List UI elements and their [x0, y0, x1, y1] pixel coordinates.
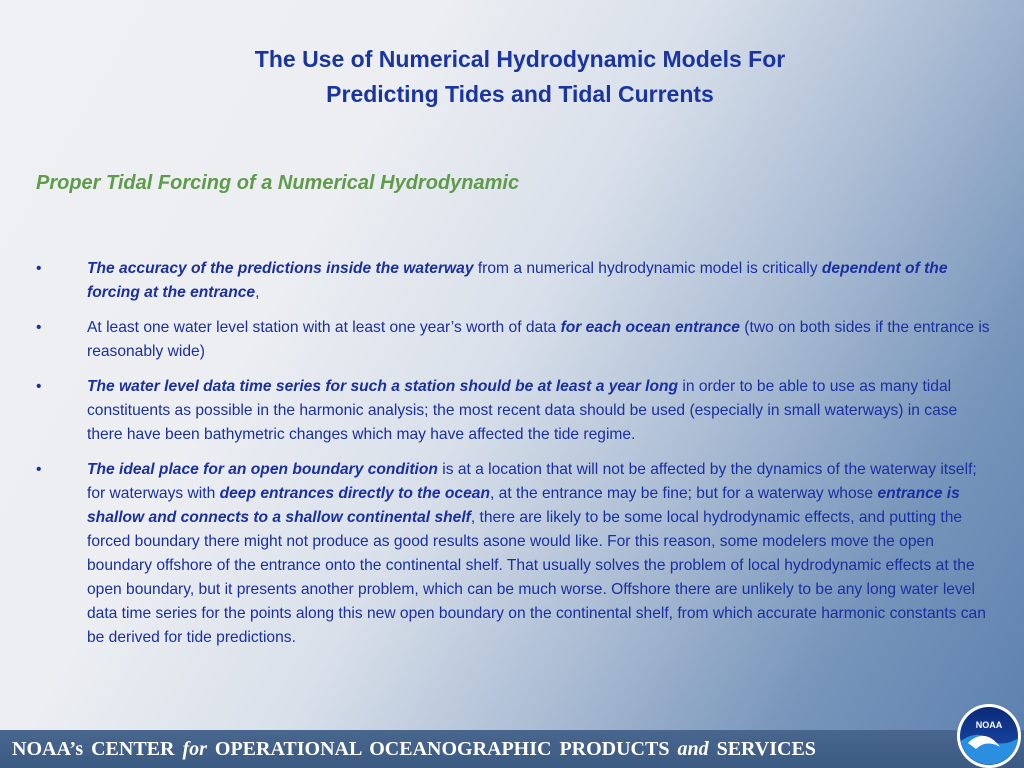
bullet-text: (two on both sides if the entrance is reasonably wide) — [87, 319, 990, 360]
bullet-item — [36, 316, 996, 364]
footer-title — [12, 737, 816, 761]
logo-text: NOAA — [975, 720, 1003, 730]
bullet-emphasis: for each ocean entrance — [560, 319, 740, 336]
footer-text-italic: for — [182, 738, 207, 760]
noaa-logo-icon — [956, 703, 1022, 768]
bullet-icon: • — [36, 461, 42, 478]
bullet-emphasis: The accuracy of the predictions inside the waterway — [87, 260, 474, 277]
bullet-list — [36, 257, 996, 661]
footer-bar — [0, 730, 1024, 768]
bullet-text: At least one water level station with at least one year’s worth of data — [87, 319, 561, 336]
footer-text: OPERATIONAL OCEANOGRAPHIC PRODUCTS — [206, 738, 678, 760]
bullet-item — [36, 458, 996, 650]
footer-text: NOAA’s CENTER — [12, 738, 183, 760]
bullet-icon: • — [36, 319, 42, 336]
title-line-1: The Use of Numerical Hydrodynamic Models For — [254, 46, 786, 72]
bullet-text: , — [255, 284, 260, 301]
footer-text: SERVICES — [708, 738, 816, 760]
title-line-2: Predicting Tides and Tidal Currents — [326, 81, 714, 107]
bullet-item — [36, 257, 996, 305]
bullet-emphasis: dependent of the forcing at the entrance — [87, 260, 948, 301]
bullet-item — [36, 375, 996, 447]
bullet-text: , there are likely to be some local hydrodynamic effects, and putting the forced boundary there might not produce as good results asone would like. For this reason, some modelers move the open boundary offshore of the entrance onto the continental shelf. That usually solves the problem of local hydrodynamic effects at the open boundary, but it presents another problem, which can be much worse. Offshore there are unlikely to be any long water level data time series for the points along this new open boundary on the continental shelf, from which accurate harmonic constants can be derived for tide predictions. — [87, 509, 986, 646]
bullet-emphasis: The water level data time series for such a station should be at least a year long — [87, 378, 679, 395]
bullet-icon: • — [36, 378, 42, 395]
bullet-text: from a numerical hydrodynamic model is critically — [473, 260, 822, 277]
bullet-emphasis: entrance is shallow and connects to a shallow continental shelf — [87, 485, 960, 526]
bullet-text: , at the entrance may be fine; but for a waterway whose — [489, 485, 878, 502]
bullet-emphasis: The ideal place for an open boundary condition — [87, 461, 438, 478]
bullet-text: is at a location that will not be affected by the dynamics of the waterway itself; for waterways with — [87, 461, 977, 502]
bullet-icon: • — [36, 260, 42, 277]
bullet-text: in order to be able to use as many tidal constituents as possible in the harmonic analysis; the most recent data should be used (especially in small waterways) in case there have been bathymetric changes which may have affected the tide regime. — [87, 378, 958, 443]
slide-title — [80, 42, 960, 112]
slide-subtitle: Proper Tidal Forcing of a Numerical Hydrodynamic — [36, 172, 520, 194]
footer-text-italic: and — [677, 738, 709, 760]
bullet-emphasis: deep entrances directly to the ocean — [219, 485, 490, 502]
